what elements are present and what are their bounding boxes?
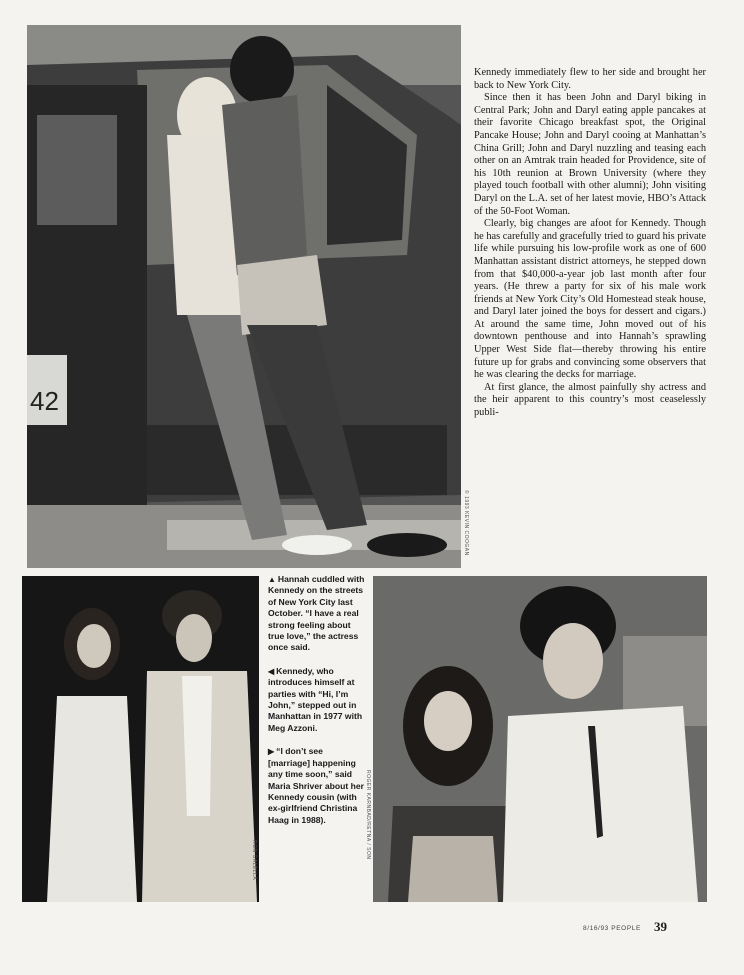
body-paragraph-4: At first glance, the almost painfully shy actress and the heir apparent to this country’s most ceaselessly publi-: [474, 381, 706, 419]
photo-credit-bottom-left: RON GALELLA: [251, 840, 257, 881]
caption-text: “I don’t see [marriage] happening any time soon,” said Maria Shriver about her Kennedy cousin (with ex-girlfriend Christina Haag in 1988).: [268, 746, 364, 825]
right-arrow-icon: ▶: [268, 747, 275, 757]
photo-kennedy-with-christina-haag: [373, 576, 707, 902]
photo-credit-bottom-right: ROGER KARNBAD/RETNA / SON: [365, 770, 371, 860]
caption-top-photo: [268, 574, 366, 654]
body-paragraph-2: Since then it has been John and Daryl biking in Central Park; John and Daryl eating apple pancakes at their favorite Chicago breakfast spot, the Original Pancake House; John and Daryl cooing at Manhattan’s China Grill; John and Daryl nuzzling and teasing each other on an Amtrak train headed for Providence, site of his 10th reunion at Brown University (where they played touch football with other alumni); John visiting Daryl on the L.A. set of her latest movie, HBO’s Attack of the 50-Foot Woman.: [474, 92, 706, 217]
caption-text: Kennedy, who introduces himself at parties with “Hi, I’m John,” stepped out in Manhattan in 1977 with Meg Azzoni.: [268, 665, 363, 733]
caption-right-photo: [268, 746, 366, 826]
photo-captions: [268, 574, 366, 838]
page-number: 39: [654, 919, 667, 934]
left-arrow-icon: ◀: [268, 666, 275, 676]
photo-couple-by-truck: [27, 25, 461, 568]
caption-text: Hannah cuddled with Kennedy on the streets of New York City last October. “I have a real strong feeling about true love,” the actress once said.: [268, 574, 365, 653]
body-paragraph-3: Clearly, big changes are afoot for Kennedy. Though he has carefully and gracefully tried to guard his private life while pursuing his low-profile work as one of 600 Manhattan assistant district attorneys, he stepped down from that $40,000-a-year job last month after four years. (He threw a party for six of his male work friends at New York City’s Old Homestead steak house, and Daryl later joined the boys for dessert and cigars.) At around the same time, John moved out of his downtown penthouse and into Hannah’s sprawling Upper West Side flat—thereby throwing his entire future up for grabs and convincing some observers that he was clearing the decks for marriage.: [474, 218, 706, 381]
body-paragraph-1: Kennedy immediately flew to her side and brought her back to New York City.: [474, 67, 706, 91]
photo-kennedy-with-meg-azzoni: [22, 576, 259, 902]
article-body: [474, 67, 706, 420]
caption-left-photo: [268, 666, 366, 734]
photo-credit-top: © 1993 KEVIN COOGAN: [463, 490, 469, 556]
up-arrow-icon: ▲: [268, 575, 276, 584]
issue-date-and-magazine: 8/16/93 PEOPLE: [583, 925, 641, 932]
license-plate-text: 42: [30, 386, 59, 416]
